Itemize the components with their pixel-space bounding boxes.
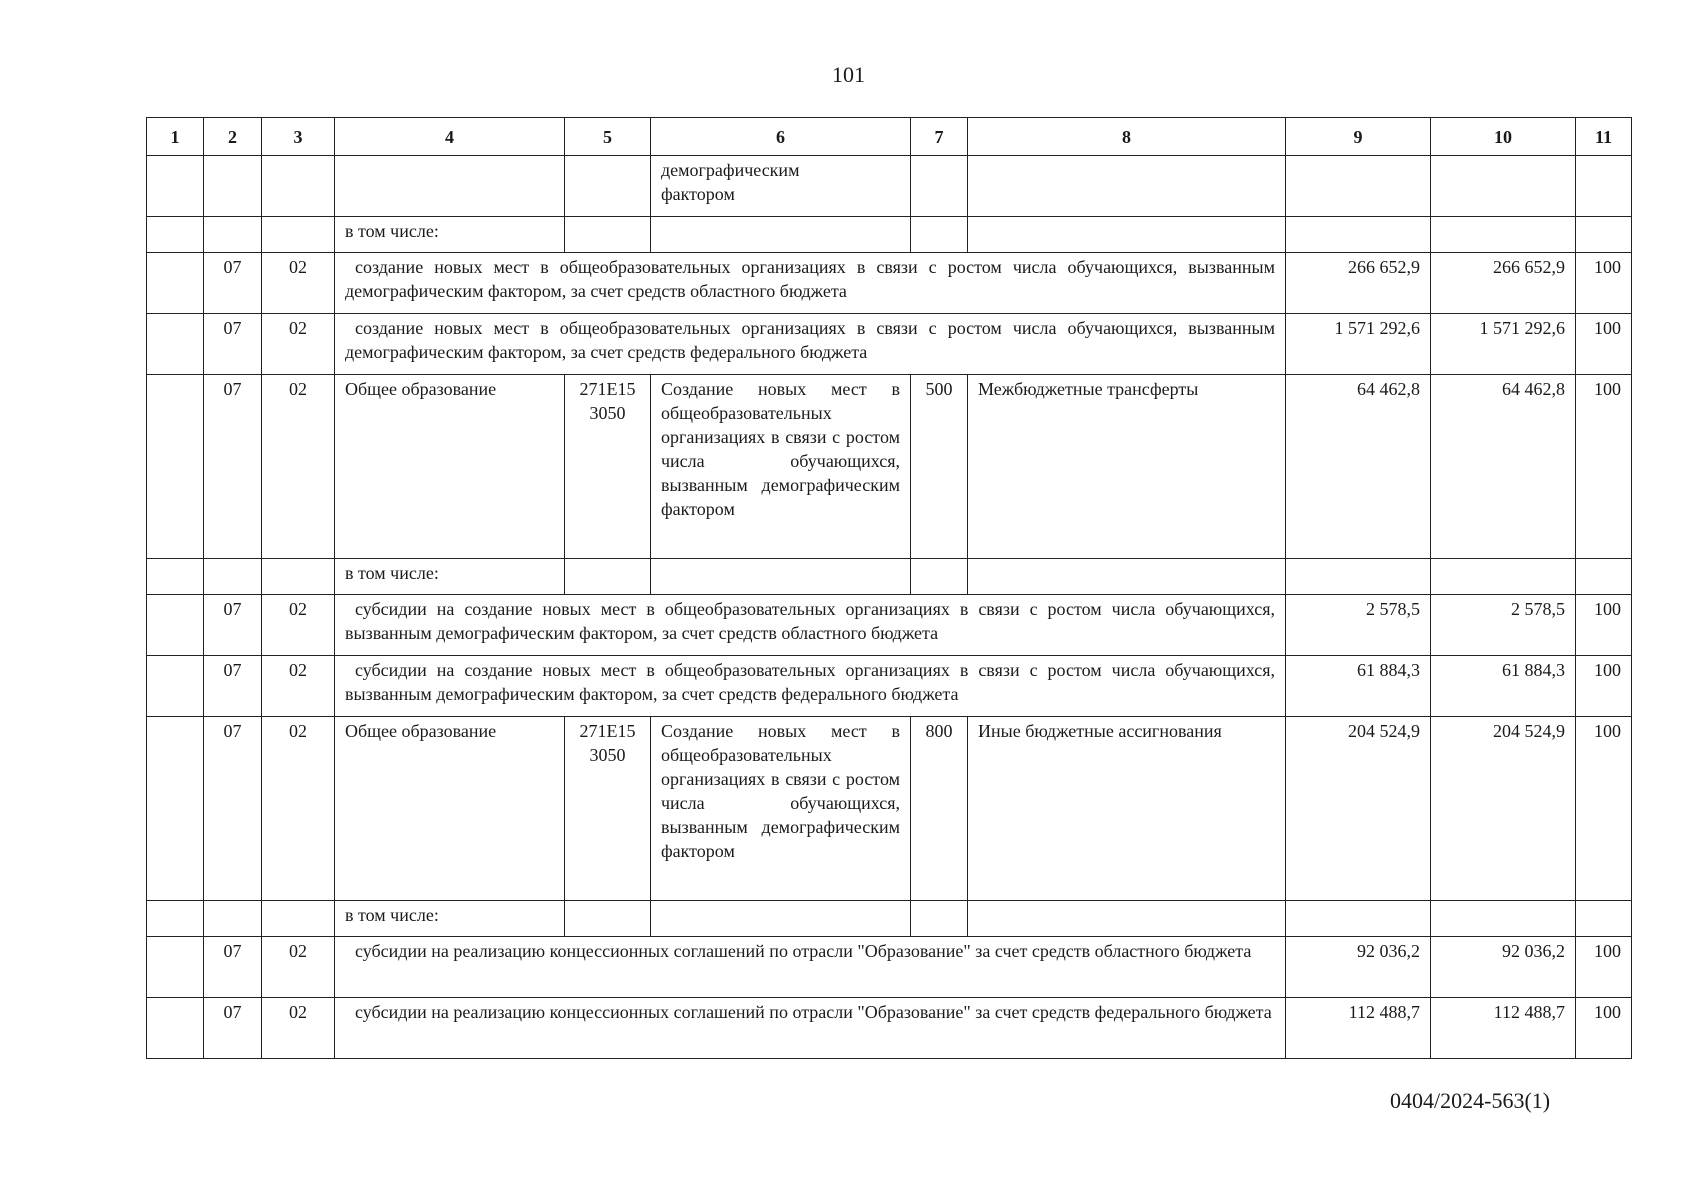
subsection-code: 02: [262, 998, 335, 1059]
table-header-row: [147, 118, 1632, 156]
table-row: [147, 314, 1632, 375]
target-article-code: 271Е15 3050: [565, 375, 651, 559]
including-label: в том числе:: [335, 559, 565, 595]
subsection-code: 02: [262, 595, 335, 656]
table-row: [147, 717, 1632, 901]
execution-percent: 100: [1576, 595, 1632, 656]
row-description: субсидии на создание новых мест в общеобразовательных организациях в связи с ростом числа обучающихся, вызванным демографическим фактором, за счет средств федерального бюджета: [335, 656, 1286, 717]
execution-percent: 100: [1576, 253, 1632, 314]
document-code: 0404/2024-563(1): [1390, 1088, 1551, 1113]
table-row: [147, 217, 1632, 253]
row-description: субсидии на создание новых мест в общеобразовательных организациях в связи с ростом числа обучающихся, вызванным демографическим фактором, за счет средств областного бюджета: [335, 595, 1286, 656]
table-row: [147, 595, 1632, 656]
subsection-code: 02: [262, 253, 335, 314]
section-code: 07: [204, 595, 262, 656]
column-header: 10: [1431, 118, 1576, 156]
expense-direction-cell: Создание новых мест в общеобразовательных организациях в связи с ростом числа обучающихся, вызванным демографическим фактором: [651, 375, 911, 559]
column-header: 3: [262, 118, 335, 156]
table-row: [147, 375, 1632, 559]
execution-percent: 100: [1576, 656, 1632, 717]
section-code: 07: [204, 998, 262, 1059]
execution-percent: 100: [1576, 314, 1632, 375]
table-row: [147, 253, 1632, 314]
table-row: [147, 656, 1632, 717]
row-description: субсидии на реализацию концессионных соглашений по отрасли "Образование" за счет средств федерального бюджета: [335, 998, 1286, 1059]
column-header: 7: [911, 118, 968, 156]
amount-executed: 61 884,3: [1431, 656, 1576, 717]
subsection-code: 02: [262, 656, 335, 717]
amount-executed: 266 652,9: [1431, 253, 1576, 314]
amount-executed: 112 488,7: [1431, 998, 1576, 1059]
row-description: субсидии на реализацию концессионных соглашений по отрасли "Образование" за счет средств областного бюджета: [335, 937, 1286, 998]
column-header: 6: [651, 118, 911, 156]
table-row: [147, 156, 1632, 217]
expense-type-name: Иные бюджетные ассигнования: [968, 717, 1286, 901]
amount-approved: 266 652,9: [1286, 253, 1431, 314]
amount-executed: 204 524,9: [1431, 717, 1576, 901]
row-description: создание новых мест в общеобразовательных организациях в связи с ростом числа обучающихся, вызванным демографическим фактором, за счет средств федерального бюджета: [335, 314, 1286, 375]
page-number: 101: [832, 62, 865, 87]
column-header: 1: [147, 118, 204, 156]
expense-type-code: 500: [911, 375, 968, 559]
section-code: 07: [204, 253, 262, 314]
expense-type-name: Межбюджетные трансферты: [968, 375, 1286, 559]
subsection-code: 02: [262, 717, 335, 901]
column-header: 11: [1576, 118, 1632, 156]
table-row: [147, 559, 1632, 595]
table-row: [147, 901, 1632, 937]
budget-table: [146, 117, 1632, 1059]
expense-direction-cell: Создание новых мест в общеобразовательных организациях в связи с ростом числа обучающихся, вызванным демографическим фактором: [651, 717, 911, 901]
section-code: 07: [204, 717, 262, 901]
column-header: 9: [1286, 118, 1431, 156]
column-header: 8: [968, 118, 1286, 156]
amount-approved: 92 036,2: [1286, 937, 1431, 998]
section-code: 07: [204, 937, 262, 998]
amount-approved: 112 488,7: [1286, 998, 1431, 1059]
section-name: Общее образование: [335, 375, 565, 559]
execution-percent: 100: [1576, 998, 1632, 1059]
column-header: 4: [335, 118, 565, 156]
subsection-code: 02: [262, 375, 335, 559]
amount-approved: 2 578,5: [1286, 595, 1431, 656]
expense-type-code: 800: [911, 717, 968, 901]
subsection-code: 02: [262, 937, 335, 998]
table-row: [147, 998, 1632, 1059]
target-article-code: 271Е15 3050: [565, 717, 651, 901]
section-code: 07: [204, 375, 262, 559]
including-label: в том числе:: [335, 217, 565, 253]
amount-executed: 1 571 292,6: [1431, 314, 1576, 375]
section-code: 07: [204, 656, 262, 717]
amount-approved: 61 884,3: [1286, 656, 1431, 717]
column-header: 2: [204, 118, 262, 156]
expense-direction-cell: демографическим фактором: [651, 156, 911, 217]
amount-executed: 64 462,8: [1431, 375, 1576, 559]
column-header: 5: [565, 118, 651, 156]
section-code: 07: [204, 314, 262, 375]
amount-executed: 2 578,5: [1431, 595, 1576, 656]
amount-approved: 64 462,8: [1286, 375, 1431, 559]
execution-percent: 100: [1576, 717, 1632, 901]
section-name: Общее образование: [335, 717, 565, 901]
amount-approved: 1 571 292,6: [1286, 314, 1431, 375]
table-row: [147, 937, 1632, 998]
subsection-code: 02: [262, 314, 335, 375]
execution-percent: 100: [1576, 937, 1632, 998]
including-label: в том числе:: [335, 901, 565, 937]
row-description: создание новых мест в общеобразовательных организациях в связи с ростом числа обучающихся, вызванным демографическим фактором, за счет средств областного бюджета: [335, 253, 1286, 314]
amount-approved: 204 524,9: [1286, 717, 1431, 901]
execution-percent: 100: [1576, 375, 1632, 559]
amount-executed: 92 036,2: [1431, 937, 1576, 998]
